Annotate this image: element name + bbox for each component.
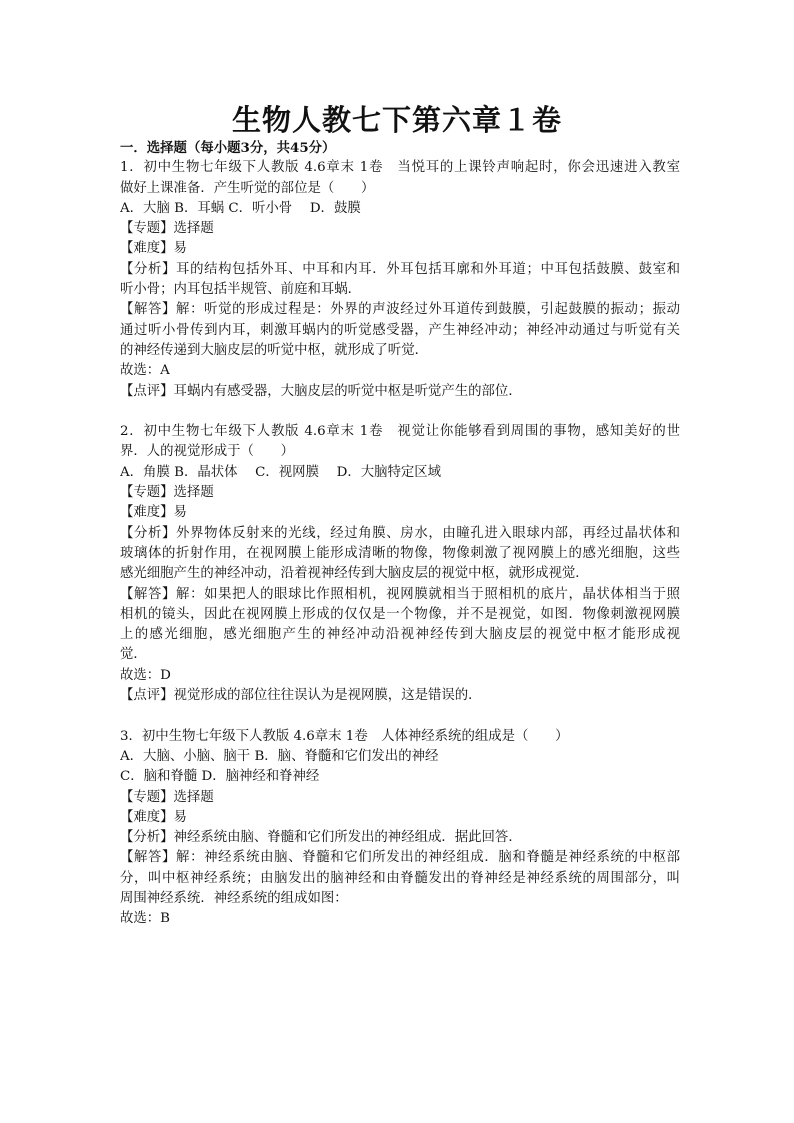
question-2-line: 【难度】易: [120, 505, 187, 521]
question-1-line: 做好上课准备．产生听觉的部位是（ ）: [120, 180, 375, 196]
question-1-line: A．大脑 B．耳蜗 C．听小骨 D．鼓膜: [120, 200, 361, 216]
question-1-line: 【分析】耳的结构包括外耳、中耳和内耳．外耳包括耳廓和外耳道；中耳包括鼓膜、鼓室和: [120, 261, 680, 277]
question-2-line: 界．人的视觉形成于（ ）: [120, 444, 295, 460]
question-block-1: [120, 158, 680, 402]
question-3-line: 3．初中生物七年级下人教版 4.6章末 1卷 人体神经系统的组成是（ ）: [120, 728, 569, 744]
question-2-line: 觉．: [120, 647, 147, 663]
question-3-line: 周围神经系统．神经系统的组成如图：: [120, 890, 348, 906]
question-3-line: 【解答】解：神经系统由脑、脊髓和它们所发出的神经组成．脑和脊髓是神经系统的中枢部: [120, 850, 680, 866]
question-1-line: 的神经传递到大脑皮层的听觉中枢，就形成了听觉．: [120, 342, 428, 358]
question-2-line: 【专题】选择题: [120, 485, 214, 501]
question-2-line: 【点评】视觉形成的部位往往误认为是视网膜，这是错误的．: [120, 688, 482, 704]
question-3-line: 【分析】神经系统由脑、脊髓和它们所发出的神经组成．据此回答．: [120, 830, 522, 846]
question-1-line: 【解答】解：听觉的形成过程是：外界的声波经过外耳道传到鼓膜，引起鼓膜的振动；振动: [120, 302, 680, 318]
question-1-line: 【难度】易: [120, 241, 187, 257]
question-3-line: 【专题】选择题: [120, 789, 214, 805]
question-2-line: 感光细胞产生的神经冲动，沿着视神经传到大脑皮层的视觉中枢，就形成视觉．: [120, 566, 589, 582]
question-1-line: 【专题】选择题: [120, 221, 214, 237]
question-2-line: A．角膜 B．晶状体 C．视网膜 D．大脑特定区域: [120, 464, 442, 480]
question-1-line: 1．初中生物七年级下人教版 4.6章末 1卷 当悦耳的上课铃声响起时，你会迅速进入教室: [120, 160, 680, 176]
question-1-line: 听小骨；内耳包括半规管、前庭和耳蜗．: [120, 282, 362, 298]
question-2-line: 故选：D: [120, 667, 171, 683]
question-3-line: 故选：B: [120, 911, 171, 927]
question-2-line: 2．初中生物七年级下人教版 4.6章末 1卷 视觉让你能够看到周围的事物，感知美好的世: [120, 424, 680, 440]
question-2-line: 玻璃体的折射作用，在视网膜上能形成清晰的物像，物像刺激了视网膜上的感光细胞，这些: [120, 545, 680, 561]
question-spacer: [120, 402, 680, 422]
question-3-line: 分，叫中枢神经系统；由脑发出的脑神经和由脊髓发出的脊神经是神经系统的周围部分，叫: [120, 870, 680, 886]
question-1-line: 【点评】耳蜗内有感受器，大脑皮层的听觉中枢是听觉产生的部位．: [120, 383, 522, 399]
question-spacer: [120, 706, 680, 726]
document-body: [120, 138, 680, 930]
question-3-line: A．大脑、小脑、脑干 B．脑、脊髓和它们发出的神经: [120, 748, 439, 764]
question-2-line: 【解答】解：如果把人的眼球比作照相机，视网膜就相当于照相机的底片，晶状体相当于照: [120, 586, 680, 602]
section-heading: 一．选择题（每小题3分，共45分）: [120, 140, 336, 156]
question-1-line: 通过听小骨传到内耳，刺激耳蜗内的听觉感受器，产生神经冲动；神经冲动通过与听觉有关: [120, 322, 680, 338]
question-block-2: [120, 422, 680, 706]
document-title: 生物人教七下第六章１卷: [231, 103, 562, 137]
question-2-line: 上的感光细胞，感光细胞产生的神经冲动沿视神经传到大脑皮层的视觉中枢才能形成视: [120, 627, 680, 643]
question-block-3: [120, 727, 680, 930]
question-1-line: 故选：A: [120, 363, 170, 379]
question-2-line: 相机的镜头，因此在视网膜上形成的仅仅是一个物像，并不是视觉，如图．物像刺激视网膜: [120, 606, 680, 622]
question-3-line: 【难度】易: [120, 809, 187, 825]
question-2-line: 【分析】外界物体反射来的光线，经过角膜、房水，由瞳孔进入眼球内部，再经过晶状体和: [120, 525, 680, 541]
question-3-line: C．脑和脊髓 D．脑神经和脊神经: [120, 769, 320, 785]
